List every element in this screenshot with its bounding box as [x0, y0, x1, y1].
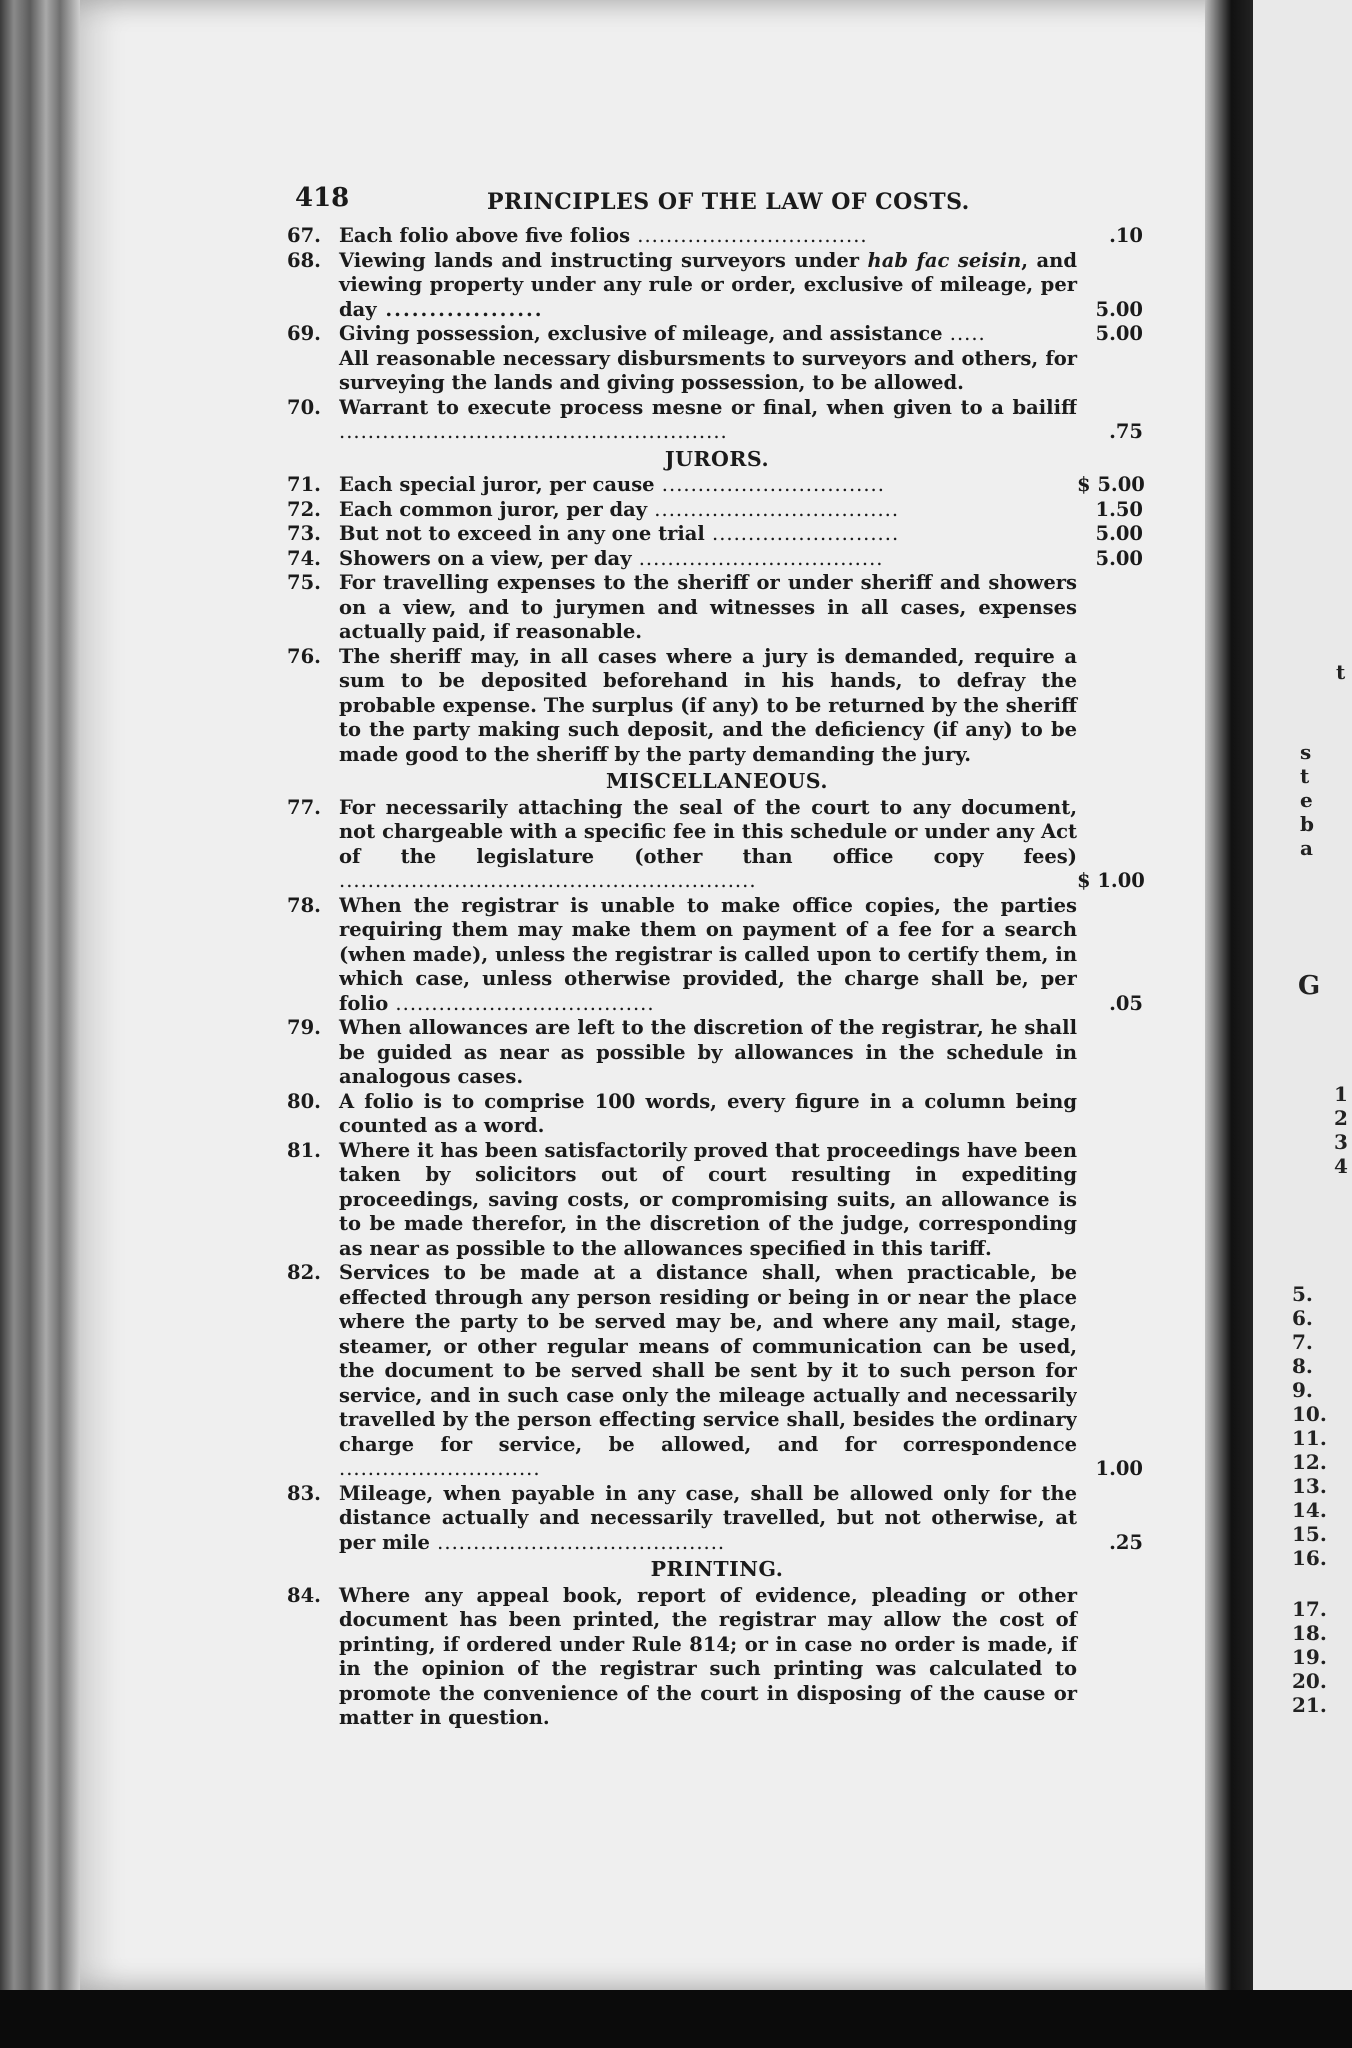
adjacent-number: 4	[1334, 1154, 1348, 1178]
entry-number: 73.	[287, 522, 321, 545]
entry-text	[339, 645, 1077, 768]
entry-amount: .75	[1109, 420, 1143, 443]
tariff-list	[287, 224, 1147, 445]
page-content	[287, 180, 1147, 1731]
entry-amount: .25	[1109, 1530, 1143, 1554]
entry-number: 82.	[287, 1261, 321, 1284]
entry-text-part: Mileage, when payable in any case, shall be allowed only for the distance actually and necessarily travelled, but not otherwise, at per mile	[339, 1481, 1077, 1554]
leader-dots: ......................................................	[339, 420, 728, 443]
section-heading-printing: PRINTING.	[650, 1557, 784, 1581]
entry-amount: 5.00	[1095, 322, 1143, 345]
entry-number: 74.	[287, 546, 321, 570]
adjacent-number: 9.	[1292, 1378, 1313, 1402]
entry-amount: $ 5.00	[1077, 473, 1145, 496]
entry-amount: 1.50	[1095, 497, 1143, 521]
entry-text-part: Viewing lands and instructing surveyors under	[339, 248, 868, 272]
leader-dots: ........................................	[429, 1530, 726, 1554]
adjacent-number: 19.	[1292, 1645, 1327, 1669]
adjacent-number: 5.	[1292, 1282, 1313, 1306]
tariff-entry	[287, 1261, 1147, 1482]
entry-amount: .10	[1109, 224, 1143, 247]
leader-dots: ....................................	[388, 991, 655, 1015]
entry-text-part: Giving possession, exclusive of mileage, and assistance	[339, 322, 943, 345]
tariff-entry	[287, 894, 1147, 1017]
entry-number: 69.	[287, 322, 321, 345]
entry-text	[339, 224, 1077, 249]
entry-text	[339, 1139, 1077, 1262]
tariff-entry	[287, 473, 1147, 498]
entry-text-part: Where any appeal book, report of evidence, pleading or other document has been printed, the registrar may allow the cost of printing, if ordered under Rule 814; or in case no order is made, if in the opinion of the registrar such printing was calculated to promote the convenience of the court in disposing of the cause or matter in question.	[339, 1583, 1077, 1729]
entry-text-part: But not to exceed in any one trial	[339, 522, 705, 545]
tariff-entry	[287, 498, 1147, 523]
leader-dots: ..........................	[704, 522, 900, 545]
tariff-entry	[287, 1584, 1147, 1731]
page-header	[287, 180, 1147, 224]
leader-dots: ................................	[630, 224, 868, 247]
entry-amount: 5.00	[1095, 297, 1143, 321]
entry-text-part: When allowances are left to the discretion of the registrar, he shall be guided as near as possible by allowances in the schedule in analogous cases.	[339, 1016, 1077, 1088]
tariff-entry	[287, 322, 1147, 347]
tariff-entry	[287, 1482, 1147, 1556]
entry-number: 76.	[287, 644, 321, 668]
entry-text	[339, 571, 1077, 645]
tariff-entry	[287, 1090, 1147, 1139]
entry-text-part: The sheriff may, in all cases where a jury is demanded, require a sum to be deposited beforehand in his hands, to defray the probable expense. The surplus (if any) to be returned by the sheriff to the party making such deposit, and the deficiency (if any) to be made good to the sheriff by the party demanding the jury.	[339, 644, 1077, 766]
adjacent-number: 17.	[1292, 1597, 1327, 1621]
entry-number: 68.	[287, 248, 321, 272]
entry-number: 80.	[287, 1089, 321, 1113]
entry-text	[339, 1016, 1077, 1090]
entry-text-part: Warrant to execute process mesne or final, when given to a bailiff	[339, 395, 1077, 419]
adjacent-number: 10.	[1292, 1402, 1327, 1426]
tariff-entry	[287, 571, 1147, 645]
entry-number-blank	[287, 347, 339, 396]
adjacent-number: 1	[1334, 1082, 1348, 1106]
book-spine	[0, 0, 80, 2048]
adjacent-number: 13.	[1292, 1474, 1327, 1498]
entry-text-part: Services to be made at a distance shall, when practicable, be effected through any person residing or being in or near the place where the party to be served may be, and where any mail, stage, steamer, or other regular means of communication can be used, the document to be served shall be sent by it to such person for service, and in such case only the mileage actually and necessarily travelled by the person effecting service shall, besides the ordinary charge for service, be allowed, and for correspondence	[339, 1261, 1077, 1456]
adjacent-number: 2	[1334, 1106, 1348, 1130]
tariff-list	[287, 1584, 1147, 1731]
entry-text-italic: hab fac seisin	[867, 248, 1022, 272]
leader-dots: ..........................................................	[339, 869, 757, 892]
adjacent-number-list	[1292, 1282, 1327, 1570]
entry-text-part: , and viewing property under any rule or order, exclusive of mileage, per day	[339, 248, 1077, 321]
adjacent-number: 14.	[1292, 1498, 1327, 1522]
adjacent-number: 12.	[1292, 1450, 1327, 1474]
adjacent-number: 20.	[1292, 1669, 1327, 1693]
entry-text-part: Where it has been satisfactorily proved that proceedings have been taken by solicitors out of court resulting in expediting proceedings, saving costs, or compromising suits, an allowance is to be made therefor, in the discretion of the judge, corresponding as near as possible to the allowances specified in this tariff.	[339, 1138, 1077, 1260]
scan-border	[0, 1990, 1352, 2048]
adjacent-fragment: a	[1300, 836, 1313, 860]
entry-number: 81.	[287, 1138, 321, 1162]
entry-text	[339, 1584, 1077, 1731]
adjacent-number: 6.	[1292, 1306, 1313, 1330]
tariff-entry	[287, 796, 1147, 894]
running-title: PRINCIPLES OF THE LAW OF COSTS.	[487, 189, 970, 215]
page-number: 418	[295, 183, 350, 213]
page-gutter	[1205, 0, 1253, 1990]
adjacent-number: 16.	[1292, 1546, 1327, 1570]
adjacent-number: 8.	[1292, 1354, 1313, 1378]
tariff-entry	[287, 1139, 1147, 1262]
leader-dots: ............................	[339, 1457, 541, 1480]
adjacent-number: 7.	[1292, 1330, 1313, 1354]
entry-note: All reasonable necessary disbursments to surveyors and others, for surveying the lands and giving possession, to be allowed.	[339, 346, 1077, 394]
entry-number: 67.	[287, 224, 321, 247]
adjacent-number-list	[1292, 1597, 1327, 1717]
entry-text-part: Each special juror, per cause	[339, 473, 655, 496]
leader-dots: ..................	[376, 297, 544, 321]
entry-text-part: Each folio above five folios	[339, 224, 631, 247]
entry-amount: 5.00	[1095, 546, 1143, 570]
adjacent-fragment: b	[1300, 812, 1314, 836]
adjacent-fragment: e	[1300, 788, 1313, 812]
entry-text	[339, 1482, 1077, 1556]
tariff-entry	[287, 645, 1147, 768]
section-heading-miscellaneous: MISCELLANEOUS.	[605, 769, 829, 793]
entry-number: 71.	[287, 473, 321, 496]
entry-number: 84.	[287, 1583, 321, 1607]
entry-amount: 1.00	[1095, 1457, 1143, 1480]
adjacent-fragment: t	[1300, 764, 1310, 788]
leader-dots: ..................................	[631, 546, 884, 570]
entry-number: 83.	[287, 1481, 321, 1505]
entry-text	[339, 894, 1077, 1017]
entry-text-part: Showers on a view, per day	[339, 546, 632, 570]
tariff-entry	[287, 224, 1147, 249]
adjacent-fragment: t	[1336, 660, 1346, 684]
entry-text	[339, 498, 1077, 523]
entry-text	[339, 1261, 1077, 1482]
entry-number: 72.	[287, 497, 321, 521]
entry-text	[339, 473, 1077, 498]
tariff-entry	[287, 249, 1147, 323]
tariff-entry	[287, 522, 1147, 547]
tariff-entry	[287, 1016, 1147, 1090]
tariff-entry	[287, 547, 1147, 572]
leader-dots: ..................................	[647, 497, 900, 521]
entry-text-part: For travelling expenses to the sheriff or under sheriff and showers on a view, and to jurymen and witnesses in all cases, expenses actually paid, if reasonable.	[339, 571, 1077, 643]
entry-number: 75.	[287, 571, 321, 594]
tariff-list	[287, 473, 1147, 767]
entry-number: 70.	[287, 395, 321, 419]
tariff-entry	[287, 396, 1147, 445]
adjacent-number: 3	[1334, 1130, 1348, 1154]
entry-text-part: When the registrar is unable to make office copies, the parties requiring them may make them on payment of a fee for a search (when made), unless the registrar is called upon to certify them, in which case, unless otherwise provided, the charge shall be, per folio	[339, 893, 1077, 1015]
tariff-note-row	[287, 347, 1147, 396]
adjacent-number: 18.	[1292, 1621, 1327, 1645]
entry-number: 79.	[287, 1016, 321, 1039]
entry-text	[339, 322, 1077, 347]
adjacent-number: 11.	[1292, 1426, 1327, 1450]
entry-text	[339, 522, 1077, 547]
adjacent-number: 15.	[1292, 1522, 1327, 1546]
leader-dots: .....	[942, 322, 986, 345]
entry-text-part: For necessarily attaching the seal of the court to any document, not chargeable with a specific fee in this schedule or under any Act of the legislature (other than office copy fees)	[339, 795, 1077, 868]
adjacent-letter: G	[1298, 971, 1321, 1001]
entry-number: 78.	[287, 893, 321, 917]
adjacent-number: 21.	[1292, 1693, 1327, 1717]
entry-number: 77.	[287, 795, 321, 819]
entry-text	[339, 249, 1077, 323]
entry-amount: $ 1.00	[1077, 869, 1145, 892]
entry-text-part: A folio is to comprise 100 words, every figure in a column being counted as a word.	[339, 1089, 1077, 1137]
entry-text	[339, 396, 1077, 445]
entry-amount: 5.00	[1095, 522, 1143, 545]
entry-text	[339, 1090, 1077, 1139]
tariff-list	[287, 796, 1147, 1556]
entry-text	[339, 547, 1077, 572]
entry-amount: .05	[1109, 991, 1143, 1015]
leader-dots: ...............................	[654, 473, 885, 496]
entry-text	[339, 796, 1077, 894]
section-heading-jurors: JURORS.	[664, 446, 770, 471]
adjacent-fragment: s	[1300, 740, 1312, 764]
entry-text-part: Each common juror, per day	[339, 497, 648, 521]
